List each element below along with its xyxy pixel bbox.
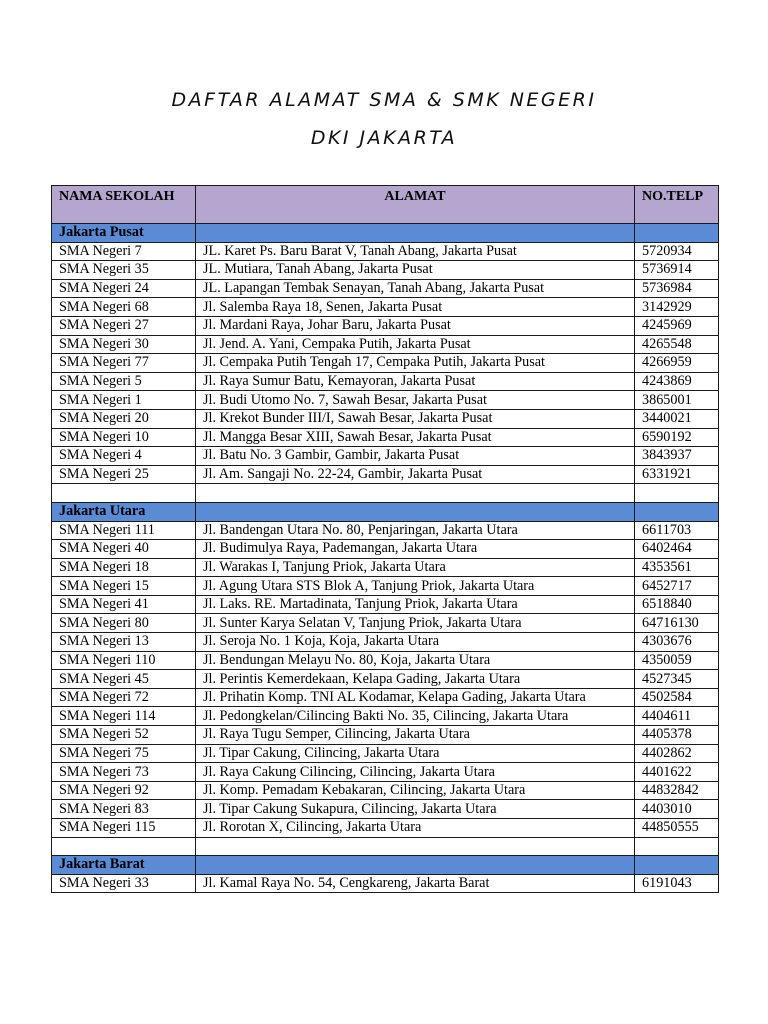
school-name-cell: SMA Negeri 18: [52, 558, 196, 577]
school-name-cell: SMA Negeri 10: [52, 428, 196, 447]
address-cell: Jl. Raya Sumur Batu, Kemayoran, Jakarta Pusat: [196, 372, 635, 391]
phone-cell: 4303676: [635, 633, 719, 652]
region-empty-cell: [196, 224, 635, 243]
phone-cell: 4350059: [635, 651, 719, 670]
school-name-cell: SMA Negeri 4: [52, 447, 196, 466]
address-cell: Jl. Budimulya Raya, Pademangan, Jakarta Utara: [196, 540, 635, 559]
phone-cell: 6191043: [635, 874, 719, 893]
address-cell: Jl. Seroja No. 1 Koja, Koja, Jakarta Utara: [196, 633, 635, 652]
phone-cell: 4243869: [635, 372, 719, 391]
table-row: [52, 354, 719, 373]
address-cell: Jl. Laks. RE. Martadinata, Tanjung Priok, Jakarta Utara: [196, 595, 635, 614]
region-empty-cell: [635, 224, 719, 243]
phone-cell: 6590192: [635, 428, 719, 447]
table-header-row: [52, 186, 719, 224]
school-name-cell: SMA Negeri 1: [52, 391, 196, 410]
phone-cell: 3142929: [635, 298, 719, 317]
address-cell: Jl. Prihatin Komp. TNI AL Kodamar, Kelapa Gading, Jakarta Utara: [196, 688, 635, 707]
address-cell: Jl. Bandengan Utara No. 80, Penjaringan, Jakarta Utara: [196, 521, 635, 540]
phone-cell: 4502584: [635, 688, 719, 707]
school-name-cell: SMA Negeri 115: [52, 819, 196, 838]
address-cell: Jl. Warakas I, Tanjung Priok, Jakarta Utara: [196, 558, 635, 577]
table-row: [52, 242, 719, 261]
school-name-cell: SMA Negeri 33: [52, 874, 196, 893]
empty-cell: [196, 837, 635, 856]
school-name-cell: SMA Negeri 52: [52, 726, 196, 745]
address-cell: Jl. Kamal Raya No. 54, Cengkareng, Jakarta Barat: [196, 874, 635, 893]
region-empty-cell: [196, 502, 635, 521]
region-label: Jakarta Barat: [52, 856, 196, 875]
table-row: [52, 465, 719, 484]
phone-cell: 5736984: [635, 279, 719, 298]
address-cell: Jl. Budi Utomo No. 7, Sawah Besar, Jakarta Pusat: [196, 391, 635, 410]
school-name-cell: SMA Negeri 30: [52, 335, 196, 354]
phone-cell: 3865001: [635, 391, 719, 410]
school-name-cell: SMA Negeri 40: [52, 540, 196, 559]
school-name-cell: SMA Negeri 72: [52, 688, 196, 707]
address-cell: Jl. Bendungan Melayu No. 80, Koja, Jakarta Utara: [196, 651, 635, 670]
table-row: [52, 726, 719, 745]
school-name-cell: SMA Negeri 15: [52, 577, 196, 596]
document-title-line-1: DAFTAR ALAMAT SMA & SMK NEGERI: [171, 89, 597, 111]
region-empty-cell: [635, 502, 719, 521]
address-cell: Jl. Mangga Besar XIII, Sawah Besar, Jakarta Pusat: [196, 428, 635, 447]
address-cell: Jl. Tipar Cakung, Cilincing, Jakarta Utara: [196, 744, 635, 763]
table-row: [52, 688, 719, 707]
school-name-cell: SMA Negeri 24: [52, 279, 196, 298]
phone-cell: 6331921: [635, 465, 719, 484]
table-row: [52, 595, 719, 614]
column-header-address: ALAMAT: [196, 186, 635, 224]
empty-cell: [52, 484, 196, 503]
phone-cell: 6452717: [635, 577, 719, 596]
empty-cell: [196, 484, 635, 503]
phone-cell: 4404611: [635, 707, 719, 726]
phone-cell: 3440021: [635, 409, 719, 428]
address-cell: Jl. Pedongkelan/Cilincing Bakti No. 35, Cilincing, Jakarta Utara: [196, 707, 635, 726]
table-row: [52, 298, 719, 317]
address-cell: Jl. Tipar Cakung Sukapura, Cilincing, Jakarta Utara: [196, 800, 635, 819]
region-row: [52, 856, 719, 875]
column-header-school-name: NAMA SEKOLAH: [52, 186, 196, 224]
table-row: [52, 428, 719, 447]
phone-cell: 4353561: [635, 558, 719, 577]
table-row: [52, 409, 719, 428]
school-name-cell: SMA Negeri 83: [52, 800, 196, 819]
school-name-cell: SMA Negeri 111: [52, 521, 196, 540]
table-row: [52, 614, 719, 633]
table-row: [52, 633, 719, 652]
table-body: [52, 224, 719, 893]
phone-cell: 4527345: [635, 670, 719, 689]
region-label: Jakarta Utara: [52, 502, 196, 521]
table-row: [52, 763, 719, 782]
empty-cell: [52, 837, 196, 856]
phone-cell: 6402464: [635, 540, 719, 559]
table-row: [52, 819, 719, 838]
table-row: [52, 279, 719, 298]
school-name-cell: SMA Negeri 5: [52, 372, 196, 391]
address-cell: Jl. Rorotan X, Cilincing, Jakarta Utara: [196, 819, 635, 838]
phone-cell: 44832842: [635, 781, 719, 800]
school-name-cell: SMA Negeri 20: [52, 409, 196, 428]
phone-cell: 5736914: [635, 261, 719, 280]
phone-cell: 4265548: [635, 335, 719, 354]
table-row: [52, 261, 719, 280]
phone-cell: 4245969: [635, 316, 719, 335]
school-name-cell: SMA Negeri 68: [52, 298, 196, 317]
table-row: [52, 651, 719, 670]
phone-cell: 3843937: [635, 447, 719, 466]
region-empty-cell: [635, 856, 719, 875]
empty-cell: [635, 837, 719, 856]
phone-cell: 4401622: [635, 763, 719, 782]
school-name-cell: SMA Negeri 45: [52, 670, 196, 689]
school-name-cell: SMA Negeri 13: [52, 633, 196, 652]
address-cell: JL. Lapangan Tembak Senayan, Tanah Abang, Jakarta Pusat: [196, 279, 635, 298]
address-cell: Jl. Salemba Raya 18, Senen, Jakarta Pusat: [196, 298, 635, 317]
blank-spacer-row: [52, 484, 719, 503]
address-cell: Jl. Raya Tugu Semper, Cilincing, Jakarta Utara: [196, 726, 635, 745]
school-name-cell: SMA Negeri 27: [52, 316, 196, 335]
table-row: [52, 800, 719, 819]
phone-cell: 4402862: [635, 744, 719, 763]
phone-cell: 5720934: [635, 242, 719, 261]
address-cell: Jl. Cempaka Putih Tengah 17, Cempaka Putih, Jakarta Pusat: [196, 354, 635, 373]
school-name-cell: SMA Negeri 80: [52, 614, 196, 633]
school-name-cell: SMA Negeri 7: [52, 242, 196, 261]
address-cell: Jl. Perintis Kemerdekaan, Kelapa Gading, Jakarta Utara: [196, 670, 635, 689]
phone-cell: 4403010: [635, 800, 719, 819]
school-name-cell: SMA Negeri 25: [52, 465, 196, 484]
school-name-cell: SMA Negeri 73: [52, 763, 196, 782]
school-name-cell: SMA Negeri 114: [52, 707, 196, 726]
address-cell: Jl. Mardani Raya, Johar Baru, Jakarta Pusat: [196, 316, 635, 335]
phone-cell: 44850555: [635, 819, 719, 838]
school-name-cell: SMA Negeri 75: [52, 744, 196, 763]
table-row: [52, 391, 719, 410]
school-name-cell: SMA Negeri 110: [52, 651, 196, 670]
table-row: [52, 670, 719, 689]
address-cell: Jl. Komp. Pemadam Kebakaran, Cilincing, Jakarta Utara: [196, 781, 635, 800]
blank-spacer-row: [52, 837, 719, 856]
address-cell: JL. Karet Ps. Baru Barat V, Tanah Abang, Jakarta Pusat: [196, 242, 635, 261]
phone-cell: 4266959: [635, 354, 719, 373]
table-row: [52, 558, 719, 577]
address-cell: JL. Mutiara, Tanah Abang, Jakarta Pusat: [196, 261, 635, 280]
address-cell: Jl. Sunter Karya Selatan V, Tanjung Priok, Jakarta Utara: [196, 614, 635, 633]
table-row: [52, 316, 719, 335]
school-name-cell: SMA Negeri 35: [52, 261, 196, 280]
phone-cell: 6518840: [635, 595, 719, 614]
phone-cell: 6611703: [635, 521, 719, 540]
phone-cell: 64716130: [635, 614, 719, 633]
region-empty-cell: [196, 856, 635, 875]
document-title-line-2: DKI JAKARTA: [310, 127, 458, 149]
address-cell: Jl. Raya Cakung Cilincing, Cilincing, Jakarta Utara: [196, 763, 635, 782]
school-name-cell: SMA Negeri 77: [52, 354, 196, 373]
table-row: [52, 707, 719, 726]
address-cell: Jl. Am. Sangaji No. 22-24, Gambir, Jakarta Pusat: [196, 465, 635, 484]
table-row: [52, 521, 719, 540]
table-row: [52, 744, 719, 763]
address-cell: Jl. Jend. A. Yani, Cempaka Putih, Jakarta Pusat: [196, 335, 635, 354]
region-row: [52, 502, 719, 521]
address-cell: Jl. Batu No. 3 Gambir, Gambir, Jakarta Pusat: [196, 447, 635, 466]
empty-cell: [635, 484, 719, 503]
table-row: [52, 372, 719, 391]
address-cell: Jl. Krekot Bunder III/I, Sawah Besar, Jakarta Pusat: [196, 409, 635, 428]
table-row: [52, 874, 719, 893]
region-label: Jakarta Pusat: [52, 224, 196, 243]
table-row: [52, 540, 719, 559]
table-row: [52, 781, 719, 800]
school-name-cell: SMA Negeri 92: [52, 781, 196, 800]
school-address-table: [51, 185, 719, 893]
column-header-phone: NO.TELP: [635, 186, 719, 224]
school-name-cell: SMA Negeri 41: [52, 595, 196, 614]
table-row: [52, 447, 719, 466]
address-cell: Jl. Agung Utara STS Blok A, Tanjung Priok, Jakarta Utara: [196, 577, 635, 596]
table-row: [52, 577, 719, 596]
phone-cell: 4405378: [635, 726, 719, 745]
table-row: [52, 335, 719, 354]
region-row: [52, 224, 719, 243]
